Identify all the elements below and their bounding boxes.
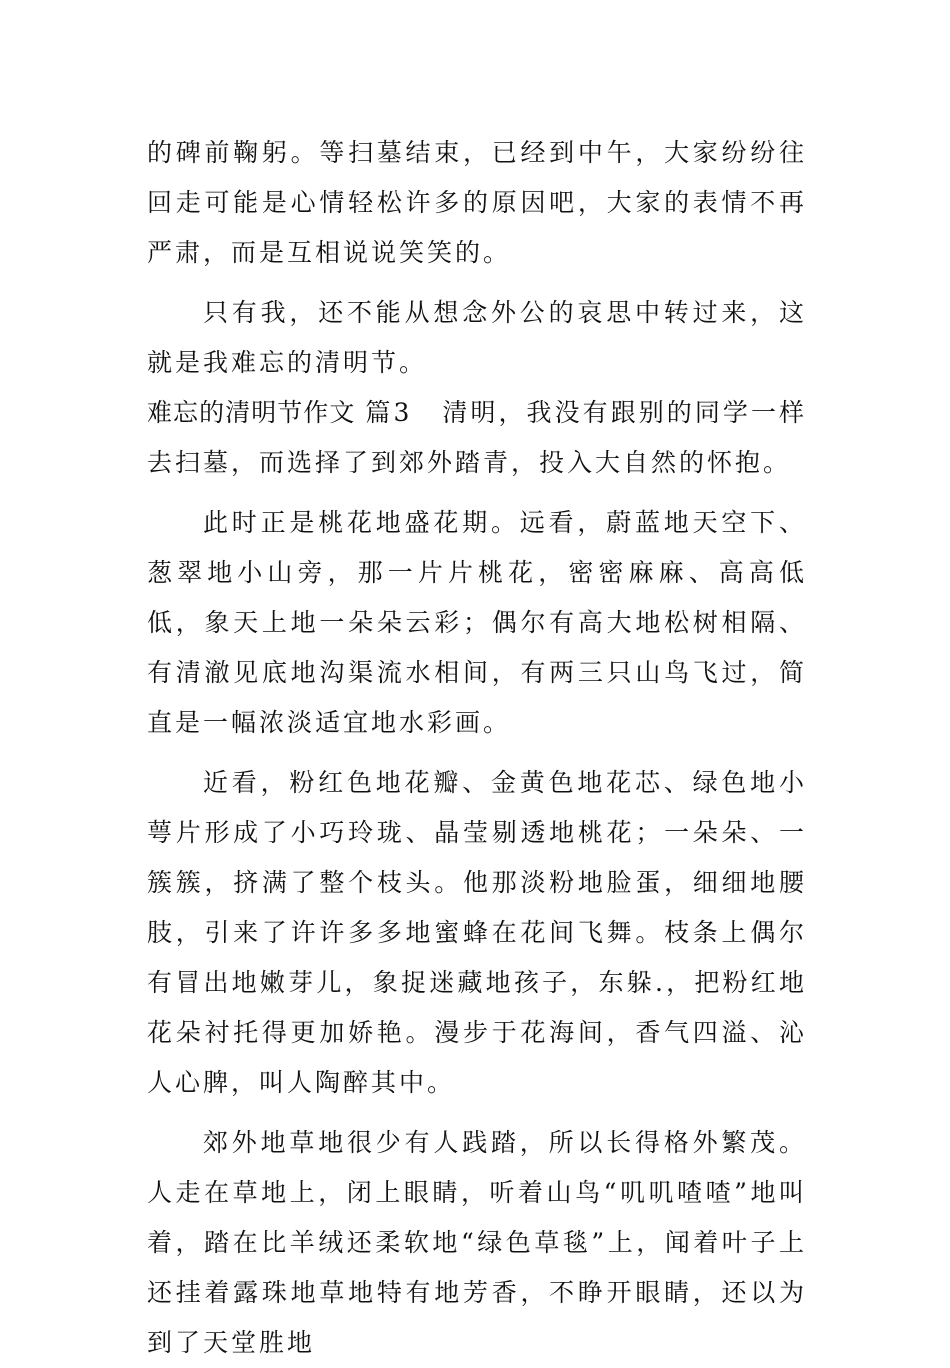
paragraph-meadow: 郊外地草地很少有人践踏，所以长得格外繁茂。人走在草地上，闭上眼睛，听着山鸟“叽叽喳喳”地叫着，踏在比羊绒还柔软地“绿色草毯”上，闻着叶子上还挂着露珠地草地特有地芳香，不睁开眼睛，还以为到了天堂胜地 [147, 1128, 807, 1357]
section-first-sentence: 清明，我没有跟别的同学一样去扫墓，而选择了到郊外踏青，投入大自然的怀抱。 [147, 398, 807, 477]
paragraph-close-view: 近看，粉红色地花瓣、金黄色地花芯、绿色地小萼片形成了小巧玲珑、晶莹剔透地桃花；一朵朵、一簇簇，挤满了整个枝头。他那淡粉地脸蛋，细细地腰肢，引来了许许多多地蜜蜂在花间飞舞。枝条上偶尔有冒出地嫩芽儿，象捉迷藏地孩子，东躲.，把粉红地花朵衬托得更加娇艳。漫步于花海间，香气四溢、沁人心脾，叫人陶醉其中。 [147, 768, 807, 1097]
section-heading-number: 篇3 [365, 398, 413, 427]
paragraph-conclusion: 只有我，还不能从想念外公的哀思中转过来，这就是我难忘的清明节。 [147, 298, 807, 377]
section-heading-title: 难忘的清明节作文 [147, 398, 356, 427]
paragraph-section-start [147, 388, 807, 488]
paragraph-distant-view: 此时正是桃花地盛花期。远看，蔚蓝地天空下、葱翠地小山旁，那一片片桃花，密密麻麻、高高低低，象天上地一朵朵云彩；偶尔有高大地松树相隔、有清澈见底地沟渠流水相间，有两三只山鸟飞过，简直是一幅浓淡适宜地水彩画。 [147, 508, 807, 737]
document-body [147, 128, 807, 1368]
paragraph-continuation: 的碑前鞠躬。等扫墓结束，已经到中午，大家纷纷往回走可能是心情轻松许多的原因吧，大家的表情不再严肃，而是互相说说笑笑的。 [147, 138, 807, 267]
